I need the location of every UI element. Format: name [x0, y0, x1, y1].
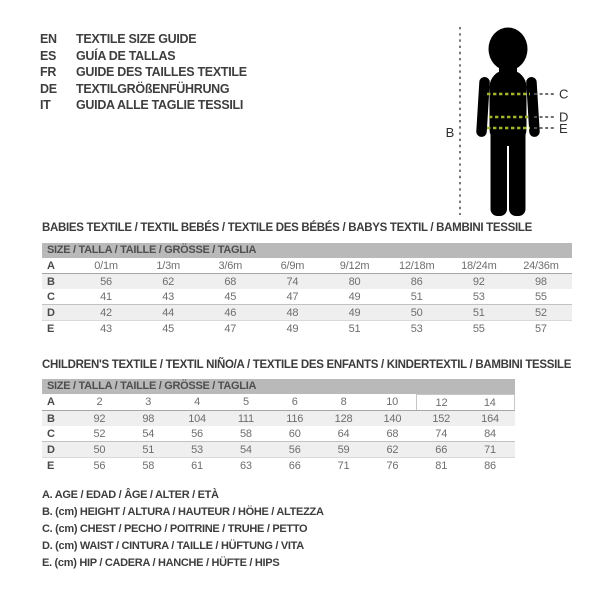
- table-cell: 66: [417, 442, 466, 458]
- table-cell: 54: [124, 426, 173, 442]
- table-cell: 6/9m: [261, 258, 323, 274]
- table-cell: 1/3m: [137, 258, 199, 274]
- table-cell: 63: [239, 459, 252, 472]
- language-row-en: [40, 31, 247, 48]
- table-cell: 86: [484, 459, 496, 472]
- table-cell: 4: [173, 395, 222, 411]
- height-label: B: [445, 125, 455, 140]
- table-cell: 56: [173, 426, 222, 442]
- table-cell: 81: [435, 459, 448, 472]
- table-cell: 60: [270, 426, 319, 442]
- table-cell: 62: [368, 442, 417, 458]
- table-row-a: [42, 258, 572, 274]
- language-code: FR: [40, 65, 57, 79]
- row-label: D: [42, 305, 75, 321]
- babies-section-title: BABIES TEXTILE / TEXTIL BEBÉS / TEXTILE DES BÉBÉS / BABYS TEXTIL / BAMBINI TESSILE: [42, 222, 532, 234]
- table-cell: 74: [261, 274, 323, 290]
- table-cell: 74: [417, 426, 466, 442]
- babies-size-table: [42, 243, 572, 336]
- table-cell: 3: [124, 395, 173, 411]
- table-cell: 46: [199, 305, 261, 321]
- table-cell: 8: [319, 395, 368, 411]
- table-cell: 98: [510, 274, 572, 290]
- legend-line-e: E. (cm) HIP / CADERA / HANCHE / HÜFTE / HIPS: [42, 557, 280, 569]
- table-cell: 9/12m: [324, 258, 386, 274]
- table-cell: 52: [75, 426, 124, 442]
- child-body-shape: [476, 28, 540, 217]
- child-silhouette-figure: [428, 3, 600, 231]
- legend-line-b: B. (cm) HEIGHT / ALTURA / HAUTEUR / HÖHE / ALTEZZA: [42, 506, 324, 518]
- children-size-table: [42, 379, 515, 473]
- language-title: TEXTILGRÖßENFÜHRUNG: [76, 81, 230, 96]
- table-cell: 84: [466, 426, 515, 442]
- row-label: A: [42, 395, 75, 411]
- table-cell: 80: [324, 274, 386, 290]
- table-cell: 49: [286, 322, 299, 335]
- legend-line-d: D. (cm) WAIST / CINTURA / TAILLE / HÜFTUNG / VITA: [42, 540, 304, 552]
- table-cell: 24/36m: [510, 258, 572, 274]
- table-cell: 5: [221, 395, 270, 411]
- legend-line-c: C. (cm) CHEST / PECHO / POITRINE / TRUHE / PETTO: [42, 523, 308, 535]
- table-cell: 47: [261, 289, 323, 305]
- table-cell: 64: [319, 426, 368, 442]
- table-cell: 53: [410, 322, 423, 335]
- table-cell: 50: [386, 305, 448, 321]
- language-row-fr: [40, 64, 247, 81]
- babies-size-header-bar: SIZE / TALLA / TAILLE / GRÖSSE / TAGLIA: [42, 243, 572, 258]
- row-label: D: [42, 442, 75, 458]
- chest-label: C: [559, 86, 569, 102]
- children-size-table-grid: [42, 394, 515, 473]
- table-row-d: [42, 442, 515, 458]
- table-cell: 41: [75, 289, 137, 305]
- table-cell: 42: [75, 305, 137, 321]
- table-cell: 92: [448, 274, 510, 290]
- table-cell: 140: [368, 411, 417, 427]
- language-title: TEXTILE SIZE GUIDE: [76, 32, 197, 46]
- row-label: C: [42, 426, 75, 442]
- hip-label: E: [559, 121, 568, 136]
- legend-line-a: A. AGE / EDAD / ÂGE / ALTER / ETÀ: [42, 489, 219, 501]
- table-cell: 66: [288, 459, 301, 472]
- table-cell: 152: [417, 411, 466, 427]
- table-cell: 43: [137, 289, 199, 305]
- table-cell: 76: [386, 459, 399, 472]
- table-row-a: [42, 395, 515, 411]
- language-code: DE: [40, 81, 57, 96]
- table-cell: 61: [191, 459, 203, 472]
- table-cell: 98: [124, 411, 173, 427]
- table-cell: 68: [368, 426, 417, 442]
- row-label: C: [42, 289, 75, 305]
- row-label: E: [47, 459, 55, 472]
- table-cell: 92: [75, 411, 124, 427]
- table-cell: 59: [319, 442, 368, 458]
- table-cell: 0/1m: [75, 258, 137, 274]
- row-label: B: [42, 274, 75, 290]
- table-cell: 47: [224, 322, 237, 335]
- table-cell: 164: [466, 411, 515, 427]
- table-cell: 53: [448, 289, 510, 305]
- language-code: ES: [40, 48, 57, 63]
- babies-size-table-grid: [42, 258, 572, 336]
- table-cell: 45: [162, 322, 175, 335]
- table-cell: 71: [337, 459, 350, 472]
- table-cell: 57: [535, 322, 547, 335]
- child-silhouette-svg: [428, 3, 600, 231]
- table-cell: 62: [137, 274, 199, 290]
- table-row-c: [42, 289, 572, 305]
- table-cell: 45: [199, 289, 261, 305]
- table-cell: 71: [466, 442, 515, 458]
- table-row-e: [42, 458, 515, 474]
- table-cell: 55: [472, 322, 485, 335]
- table-row-b: [42, 274, 572, 290]
- table-cell: 14: [466, 395, 515, 411]
- table-row-e: [42, 321, 572, 337]
- table-cell: 51: [386, 289, 448, 305]
- table-cell: 3/6m: [199, 258, 261, 274]
- table-cell: 18/24m: [448, 258, 510, 274]
- table-cell: 56: [270, 442, 319, 458]
- language-row-de: [40, 81, 247, 98]
- language-list: [40, 31, 247, 114]
- table-cell: 2: [75, 395, 124, 411]
- table-cell: 49: [324, 305, 386, 321]
- table-cell: 12: [417, 395, 466, 411]
- table-cell: 56: [93, 459, 106, 472]
- table-cell: 116: [270, 411, 319, 427]
- children-section-title: CHILDREN'S TEXTILE / TEXTIL NIÑO/A / TEXTILE DES ENFANTS / KINDERTEXTIL / BAMBINI TESSILE: [42, 359, 572, 371]
- table-cell: 58: [221, 426, 270, 442]
- language-row-it: [40, 97, 247, 114]
- table-cell: 58: [142, 459, 155, 472]
- language-code: EN: [40, 32, 57, 46]
- row-label: E: [47, 322, 55, 335]
- language-title: GUIDE DES TAILLES TEXTILE: [76, 65, 247, 79]
- table-cell: 104: [173, 411, 222, 427]
- table-cell: 54: [221, 442, 270, 458]
- table-cell: 6: [270, 395, 319, 411]
- table-cell: 56: [75, 274, 137, 290]
- table-cell: 51: [448, 305, 510, 321]
- table-cell: 43: [100, 322, 112, 335]
- language-row-es: [40, 48, 247, 65]
- table-cell: 44: [137, 305, 199, 321]
- language-title: GUÍA DE TALLAS: [76, 48, 176, 63]
- table-cell: 49: [324, 289, 386, 305]
- table-row-d: [42, 305, 572, 321]
- table-cell: 68: [199, 274, 261, 290]
- table-cell: 12/18m: [386, 258, 448, 274]
- row-label: B: [42, 411, 75, 427]
- table-cell: 50: [75, 442, 124, 458]
- table-cell: 10: [368, 395, 417, 411]
- measurement-legend: [42, 487, 324, 572]
- table-cell: 51: [124, 442, 173, 458]
- table-cell: 128: [319, 411, 368, 427]
- table-cell: 52: [510, 305, 572, 321]
- table-row-b: [42, 411, 515, 427]
- waist-label: D: [559, 109, 569, 125]
- language-code: IT: [40, 98, 51, 112]
- table-cell: 111: [221, 411, 270, 427]
- language-title: GUIDA ALLE TAGLIE TESSILI: [76, 98, 244, 112]
- children-size-header-bar: SIZE / TALLA / TAILLE / GRÖSSE / TAGLIA: [42, 379, 515, 394]
- table-cell: 51: [348, 322, 361, 335]
- table-cell: 86: [386, 274, 448, 290]
- table-row-c: [42, 426, 515, 442]
- row-label: A: [42, 258, 75, 274]
- table-cell: 55: [510, 289, 572, 305]
- table-cell: 53: [173, 442, 222, 458]
- table-cell: 48: [261, 305, 323, 321]
